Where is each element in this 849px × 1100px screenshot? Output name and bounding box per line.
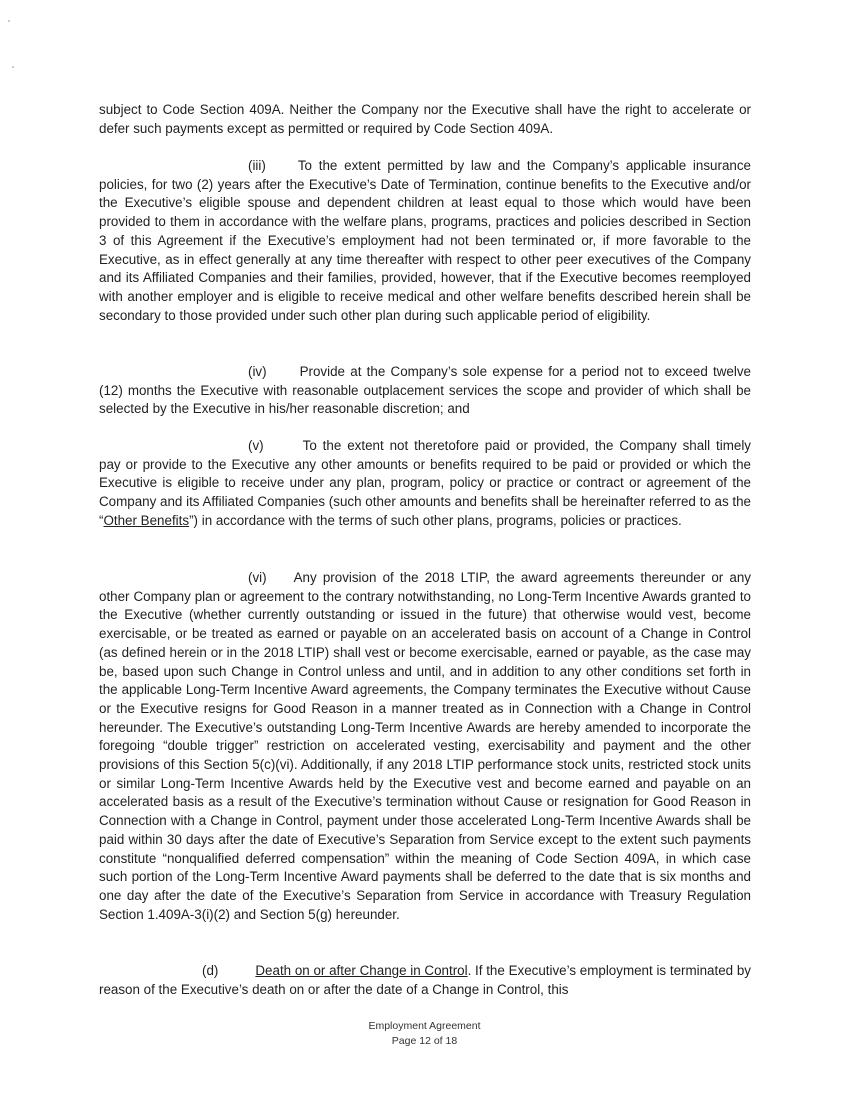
scan-speck	[8, 20, 10, 22]
paragraph-continuation: subject to Code Section 409A. Neither the Company nor the Executive shall have the right to accelerate or defer such payments except as permitted or required by Code Section 409A.	[99, 102, 751, 136]
clause-text-iv: Provide at the Company’s sole expense for a period not to exceed twelve (12) months the Executive with reasonable outplacement services the scope and provider of which shall be selected by the Executive in his/her reasonable discretion; and	[99, 364, 751, 417]
clause-text-iii: To the extent permitted by law and the Company’s applicable insurance policies, for two (2) years after the Executive’s Date of Termination, continue benefits to the Executive and/or the Executive’s eligible spouse and dependent children at least equal to those which would have been provided to them in accordance with the welfare plans, programs, practices and policies described in Section 3 of this Agreement if the Executive’s employment had not been terminated or, if more favorable to the Executive, as in effect generally at any time thereafter with respect to other peer executives of the Company and its Affiliated Companies and their families, provided, however, that if the Executive becomes reemployed with another employer and is eligible to receive medical and other welfare benefits described herein shall be secondary to those provided under such other plan during such applicable period of eligibility.	[99, 158, 751, 323]
defined-term-other-benefits: Other Benefits	[103, 512, 190, 528]
clause-label-vi: (vi)	[248, 570, 267, 585]
clause-label-iii: (iii)	[248, 158, 266, 173]
footer-title: Employment Agreement	[368, 1020, 481, 1032]
clause-text-v-before: To the extent not theretofore paid or provided, the Company shall timely pay or provide to the Executive any other amounts or benefits required to be paid or provided or which the Executive is eligible to receive under any plan, program, policy or practice or contract or agreement of the Company and its Affiliated Companies (such other amounts and benefits shall be hereinafter referred to as the “	[99, 438, 751, 528]
paragraph-d	[99, 962, 751, 999]
clause-text-v-after: ”) in accordance with the terms of such other plans, programs, policies or practices.	[189, 512, 682, 528]
clause-label-iv: (iv)	[248, 364, 267, 379]
section-label-d: (d)	[202, 963, 219, 978]
section-text-d: . If the Executive’s employment is terminated by reason of the Executive’s death on or after the date of a Change in Control, this	[99, 963, 751, 997]
paragraph-v	[99, 437, 751, 531]
scan-speck	[12, 66, 14, 68]
paragraph-iv	[99, 363, 751, 419]
section-heading-d: Death on or after Change in Control	[255, 963, 468, 978]
footer-page-number: Page 12 of 18	[391, 1035, 458, 1047]
clause-label-v: (v)	[248, 438, 264, 453]
paragraph-iii	[99, 157, 751, 325]
clause-text-vi: Any provision of the 2018 LTIP, the award agreements thereunder or any other Company plan or agreement to the contrary notwithstanding, no Long-Term Incentive Awards granted to the Executive (whether currently outstanding or issued in the future) that otherwise would vest, become exercisable, or be treated as earned or payable on an accelerated basis on account of a Change in Control (as defined herein or in the 2018 LTIP) shall vest or become exercisable, earned or payable, as the case may be, based upon such Change in Control unless and until, and in addition to any other conditions set forth in the applicable Long-Term Incentive Award agreements, the Company terminates the Executive without Cause or the Executive resigns for Good Reason in a manner treated as in Connection with a Change in Control hereunder. The Executive’s outstanding Long-Term Incentive Awards are hereby amended to incorporate the foregoing “double trigger” restriction on accelerated vesting, exercisability and payment and the other provisions of this Section 5(c)(vi). Additionally, if any 2018 LTIP performance stock units, restricted stock units or similar Long-Term Incentive Awards held by the Executive vest and become earned and payable on an accelerated basis as a result of the Executive’s termination without Cause or resignation for Good Reason in Connection with a Change in Control, payment under those accelerated Long-Term Incentive Awards shall be paid within 30 days after the date of Executive’s Separation from Service except to the extent such payments constitute “nonqualified deferred compensation” within the meaning of Code Section 409A, in which case such portion of the Long-Term Incentive Award payments shall be deferred to the date that is six months and one day after the date of the Executive’s Separation from Service in accordance with Treasury Regulation Section 1.409A-3(i)(2) and Section 5(g) hereunder.	[99, 570, 751, 922]
paragraph-vi	[99, 569, 751, 924]
